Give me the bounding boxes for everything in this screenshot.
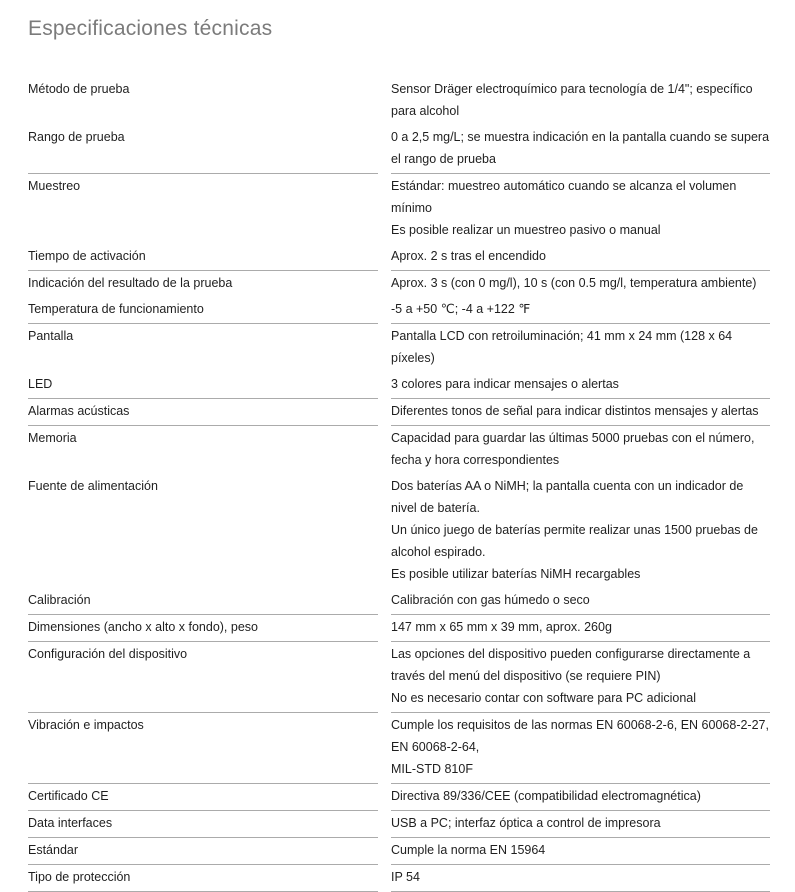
spec-table [28,77,770,892]
spec-label: Temperatura de funcionamiento [28,297,378,324]
spec-row [28,588,770,615]
spec-value-line: Es posible realizar un muestreo pasivo o manual [391,223,661,237]
spec-value-line: USB a PC; interfaz óptica a control de impresora [391,816,661,830]
spec-value-line: MIL-STD 810F [391,762,473,776]
spec-value-line: Capacidad para guardar las últimas 5000 pruebas con el número, fecha y hora correspondientes [391,431,755,467]
spec-value [391,426,770,474]
spec-value [391,125,770,174]
spec-label: Muestreo [28,179,81,193]
spec-value [391,174,770,244]
spec-label: Estándar [28,838,378,865]
spec-value [391,324,770,372]
spec-value-line: Directiva 89/336/CEE (compatibilidad electromagnética) [391,789,701,803]
spec-row [28,297,770,324]
spec-label: Rango de prueba [28,125,378,174]
spec-value-line: 147 mm x 65 mm x 39 mm, aprox. 260g [391,620,612,634]
spec-value [391,588,770,615]
spec-value-line: Cumple los requisitos de las normas EN 60068-2-6, EN 60068-2-27, EN 60068-2-64, [391,718,769,754]
spec-value [391,811,770,838]
spec-value [391,297,770,324]
spec-value [391,838,770,865]
spec-value-line: Pantalla LCD con retroiluminación; 41 mm x 24 mm (128 x 64 píxeles) [391,329,733,365]
spec-label: Tiempo de activación [28,244,378,271]
spec-value [391,372,770,399]
spec-label: Memoria [28,431,77,445]
spec-value-line: Un único juego de baterías permite realizar unas 1500 pruebas de alcohol espirado. [391,523,758,559]
spec-row [28,838,770,865]
spec-value-line: Aprox. 2 s tras el encendido [391,249,546,263]
spec-label: Indicación del resultado de la prueba [28,276,233,290]
spec-value-line: Aprox. 3 s (con 0 mg/l), 10 s (con 0.5 mg/l, temperatura ambiente) [391,276,757,290]
spec-label: Dimensiones (ancho x alto x fondo), peso [28,615,378,642]
spec-label: Método de prueba [28,82,130,96]
spec-value [391,244,770,271]
spec-value-line: Cumple la norma EN 15964 [391,843,546,857]
spec-value-line: Es posible utilizar baterías NiMH recargables [391,567,641,581]
spec-row [28,125,770,174]
spec-row [28,271,770,297]
spec-value-line: Las opciones del dispositivo pueden configurarse directamente a través del menú del dispositivo (se requiere PIN) [391,647,751,683]
spec-value-line: 0 a 2,5 mg/L; se muestra indicación en la pantalla cuando se supera el rango de prueba [391,130,770,166]
spec-label: Alarmas acústicas [28,399,378,426]
spec-label: Certificado CE [28,784,378,811]
spec-value [391,77,770,125]
spec-value [391,615,770,642]
spec-row [28,811,770,838]
spec-value-line: Estándar: muestreo automático cuando se alcanza el volumen mínimo [391,179,737,215]
spec-value-line: Calibración con gas húmedo o seco [391,593,590,607]
spec-label: Pantalla [28,329,74,343]
spec-label: LED [28,372,378,399]
spec-value-line: No es necesario contar con software para PC adicional [391,691,697,705]
page-title: Especificaciones técnicas [28,17,273,40]
spec-value-line: IP 54 [391,870,420,884]
spec-value [391,474,770,588]
spec-label: Fuente de alimentación [28,479,158,493]
spec-label: Calibración [28,588,378,615]
spec-value [391,399,770,426]
spec-row [28,713,770,784]
spec-value-line: Sensor Dräger electroquímico para tecnología de 1/4"; específico para alcohol [391,82,753,118]
spec-row [28,784,770,811]
spec-value-line: -5 a +50 ℃; -4 a +122 ℉ [391,302,531,316]
spec-row [28,399,770,426]
spec-row [28,244,770,271]
spec-row [28,324,770,372]
spec-value-line: Dos baterías AA o NiMH; la pantalla cuenta con un indicador de nivel de batería. [391,479,744,515]
spec-value [391,642,770,713]
spec-label: Data interfaces [28,811,378,838]
spec-row [28,474,770,588]
spec-row [28,865,770,892]
spec-row [28,615,770,642]
spec-row [28,372,770,399]
spec-value [391,865,770,892]
spec-label: Vibración e impactos [28,713,378,784]
spec-value-line: 3 colores para indicar mensajes o alertas [391,377,619,391]
spec-label: Tipo de protección [28,865,378,892]
spec-row [28,174,770,244]
spec-value [391,271,770,297]
spec-row [28,77,770,125]
spec-value-line: Diferentes tonos de señal para indicar distintos mensajes y alertas [391,404,759,418]
spec-value [391,713,770,784]
spec-row [28,426,770,474]
spec-value [391,784,770,811]
spec-label: Configuración del dispositivo [28,642,378,713]
spec-row [28,642,770,713]
